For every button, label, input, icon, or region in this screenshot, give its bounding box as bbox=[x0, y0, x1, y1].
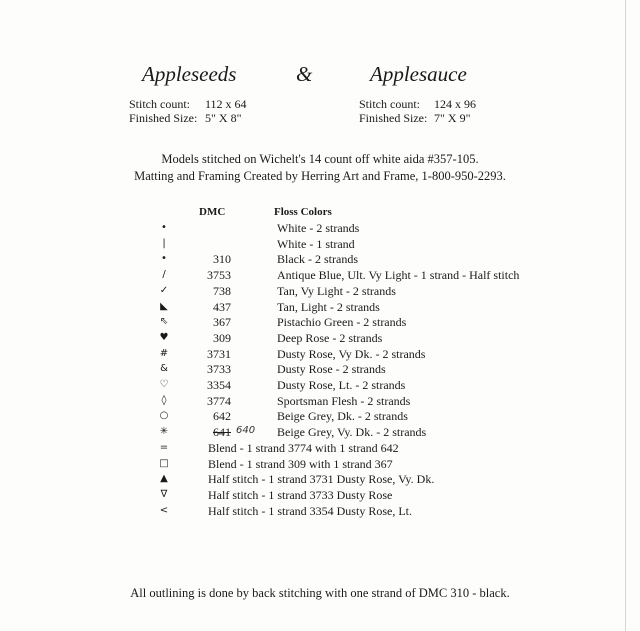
right-count-value: 124 x 96 bbox=[434, 97, 476, 111]
floss-description: Sportsman Flesh - 2 strands bbox=[277, 393, 411, 408]
key-row bbox=[0, 362, 640, 378]
stitch-symbol-icon: ✳ bbox=[159, 426, 169, 438]
dmc-number: 367 bbox=[213, 315, 231, 330]
stitch-symbol-icon: ∇ bbox=[160, 488, 168, 500]
dmc-number: 3731 bbox=[207, 346, 231, 361]
dmc-number: 3774 bbox=[207, 393, 231, 408]
key-row bbox=[0, 315, 640, 331]
stitch-symbol-icon: | bbox=[162, 237, 166, 249]
floss-description: Pistachio Green - 2 strands bbox=[277, 315, 407, 330]
floss-description: Deep Rose - 2 strands bbox=[277, 330, 383, 345]
left-size-value: 5" X 8" bbox=[205, 111, 242, 125]
right-size-label: Finished Size: bbox=[359, 111, 428, 125]
dmc-number: 738 bbox=[213, 283, 231, 298]
blend-row bbox=[0, 457, 640, 473]
left-count-label: Stitch count: bbox=[129, 97, 190, 111]
stitch-symbol-icon: • bbox=[161, 222, 167, 233]
dmc-header: DMC bbox=[199, 206, 226, 218]
blend-row bbox=[0, 441, 640, 457]
handwritten-correction: 640 bbox=[236, 425, 256, 437]
stitch-symbol-icon: ♥ bbox=[159, 331, 169, 343]
floss-description: Beige Grey, Vy. Dk. - 2 strands bbox=[277, 425, 427, 440]
blend-row bbox=[0, 488, 640, 504]
floss-description: Tan, Vy Light - 2 strands bbox=[277, 283, 396, 298]
blend-description: Half stitch - 1 strand 3354 Dusty Rose, Lt. bbox=[208, 503, 412, 518]
dmc-number: 3753 bbox=[207, 268, 231, 283]
blend-description: Half stitch - 1 strand 3733 Dusty Rose bbox=[208, 487, 393, 502]
dmc-number: 642 bbox=[213, 409, 231, 424]
left-count-value: 112 x 64 bbox=[205, 97, 247, 111]
floss-description: Antique Blue, Ult. Vy Light - 1 strand - Half stitch bbox=[277, 268, 520, 283]
blend-description: Half stitch - 1 strand 3731 Dusty Rose, Vy. Dk. bbox=[208, 472, 435, 487]
floss-description: White - 2 strands bbox=[277, 221, 360, 235]
matting-note: Matting and Framing Created by Herring Art and Frame, 1-800-950-2293. bbox=[134, 169, 506, 183]
dmc-number: 641 bbox=[213, 425, 231, 440]
key-row bbox=[0, 300, 640, 316]
key-row bbox=[0, 409, 640, 425]
dmc-number: 310 bbox=[213, 252, 231, 267]
stitch-symbol-icon: ▲ bbox=[160, 473, 168, 485]
outlining-note: All outlining is done by back stitching with one strand of DMC 310 - black. bbox=[130, 586, 510, 600]
blend-description: Blend - 1 strand 309 with 1 strand 367 bbox=[208, 456, 393, 471]
floss-description: Dusty Rose - 2 strands bbox=[277, 362, 386, 377]
key-row bbox=[0, 284, 640, 300]
dmc-number: 437 bbox=[213, 299, 231, 314]
title-appleseeds: Appleseeds bbox=[142, 62, 237, 86]
stitch-symbol-icon: □ bbox=[159, 457, 169, 469]
stitch-symbol-icon: # bbox=[159, 347, 169, 359]
floss-description: Tan, Light - 2 strands bbox=[277, 299, 380, 314]
key-row bbox=[0, 237, 640, 253]
floss-header: Floss Colors bbox=[274, 206, 332, 218]
models-note: Models stitched on Wichelt's 14 count off white aida #357-105. bbox=[161, 152, 479, 166]
stitch-symbol-icon: ◊ bbox=[161, 394, 167, 406]
key-row bbox=[0, 378, 640, 394]
stitch-symbol-icon: ⇖ bbox=[159, 316, 169, 328]
key-row bbox=[0, 268, 640, 284]
stitch-symbol-icon: ◣ bbox=[160, 300, 168, 312]
stitch-symbol-icon: ♡ bbox=[159, 379, 169, 390]
key-row bbox=[0, 394, 640, 410]
stitch-symbol-icon: = bbox=[159, 441, 169, 453]
stitch-symbol-icon: & bbox=[160, 363, 168, 375]
key-row bbox=[0, 252, 640, 268]
key-row bbox=[0, 347, 640, 363]
key-row bbox=[0, 221, 640, 237]
left-size-label: Finished Size: bbox=[129, 111, 198, 125]
dmc-number: 3354 bbox=[207, 378, 231, 392]
stitch-symbol-icon: < bbox=[159, 504, 169, 516]
stitch-symbol-icon: ○ bbox=[159, 410, 169, 422]
floss-description: Dusty Rose, Lt. - 2 strands bbox=[277, 378, 406, 392]
right-count-label: Stitch count: bbox=[359, 97, 420, 111]
floss-description: Dusty Rose, Vy Dk. - 2 strands bbox=[277, 346, 426, 361]
key-row bbox=[0, 331, 640, 347]
stitch-symbol-icon: • bbox=[161, 253, 167, 265]
stitch-symbol-icon: ✓ bbox=[159, 284, 169, 296]
title-ampersand: & bbox=[296, 62, 313, 86]
dmc-number: 3733 bbox=[207, 362, 231, 377]
floss-description: White - 1 strand bbox=[277, 236, 355, 251]
right-size-value: 7" X 9" bbox=[434, 111, 471, 125]
blend-row bbox=[0, 472, 640, 488]
key-row bbox=[0, 425, 640, 441]
dmc-number: 309 bbox=[213, 330, 231, 345]
blend-description: Blend - 1 strand 3774 with 1 strand 642 bbox=[208, 440, 399, 455]
blend-row bbox=[0, 504, 640, 520]
floss-description: Beige Grey, Dk. - 2 strands bbox=[277, 409, 408, 424]
floss-description: Black - 2 strands bbox=[277, 252, 358, 267]
stitch-symbol-icon: / bbox=[162, 269, 166, 281]
title-applesauce: Applesauce bbox=[370, 62, 467, 86]
